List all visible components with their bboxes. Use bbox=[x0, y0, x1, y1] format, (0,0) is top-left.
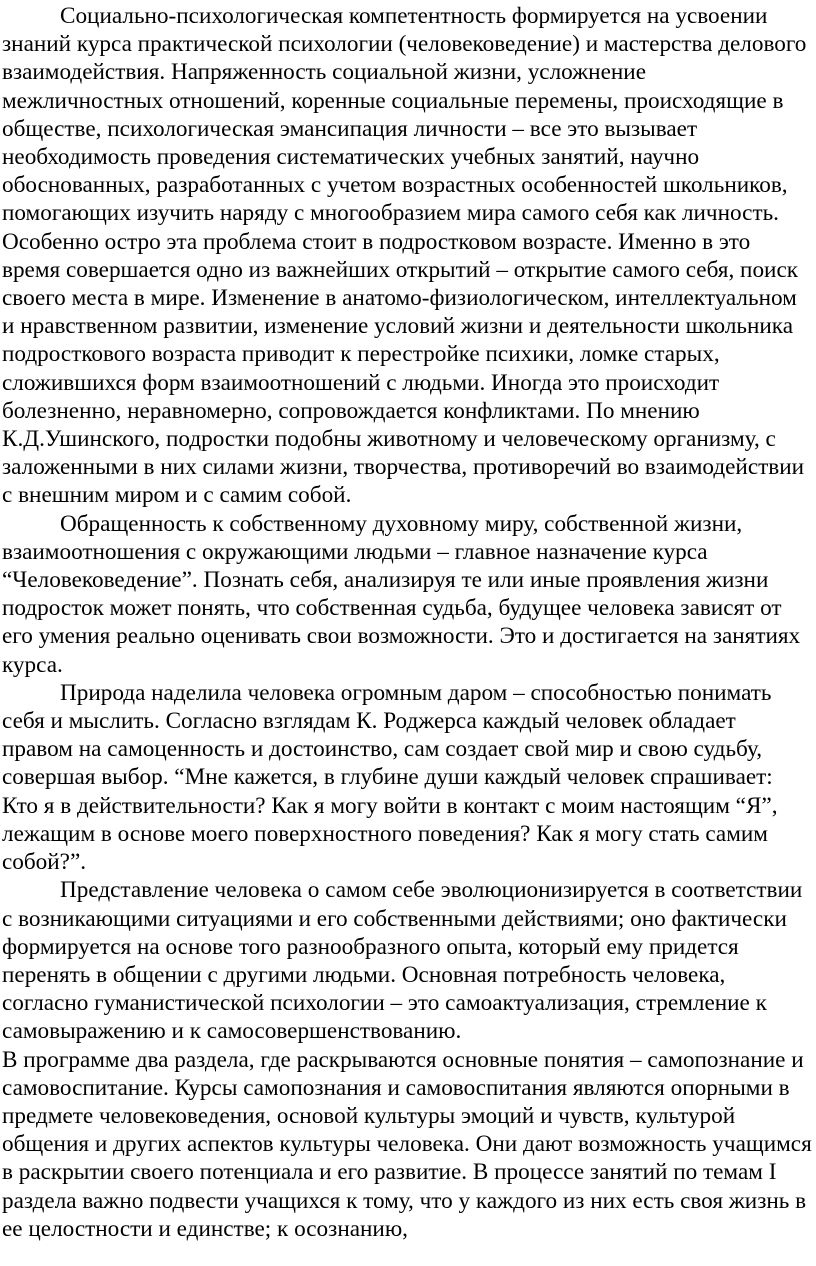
paragraph-5: В программе два раздела, где раскрываются основные понятия – самопознание и самовоспитание. Курсы самопознания и самовоспитания являются опорными в предмете человековедения, основой культуры эмоций и чувств, культурой общения и других аспектов культуры человека. Они дают возможность учащимся в раскрытии своего потенциала и его развитие. В процессе занятий по темам I раздела важно подвести учащихся к тому, что у каждого из них есть своя жизнь в ее целостности и единстве; к осознанию, bbox=[2, 1046, 812, 1242]
paragraph-4: Представление человека о самом себе эволюционизируется в соответствии с возникающими ситуациями и его собственными действиями; оно фактически формируется на основе того разнообразного опыта, который ему придется перенять в общении с другими людьми. Основная потребность человека, согласно гуманистической психологии – это самоактуализация, стремление к самовыражению и к самосовершенствованию. bbox=[2, 877, 803, 1045]
paragraph-1: Социально-психологическая компетентность формируется на усвоении знаний курса практической психологии (человековедение) и мастерства делового взаимодействия. Напряженность социальной жизни, усложнение межличностных отношений, коренные социальные перемены, происходящие в обществе, психологическая эмансипация личности – все это вызывает необходимость проведения систематических учебных занятий, научно обоснованных, разработанных с учетом возрастных особенностей школьников, помогающих изучить наряду с многообразием мира самого себя как личность. Особенно остро эта проблема стоит в подростковом возрасте. Именно в это время совершается одно из важнейших открытий – открытие самого себя, поиск своего места в мире. Изменение в анатомо-физиологическом, интеллектуальном и нравственном развитии, изменение условий жизни и деятельности школьника подросткового возраста приводит к перестройке психики, ломке старых, сложившихся форм взаимоотношений с людьми. Иногда это происходит болезненно, неравномерно, сопровождается конфликтами. По мнению К.Д.Ушинского, подростки подобны животному и человеческому организму, с заложенными в них силами жизни, творчества, противоречий во взаимодействии с внешним миром и с самим собой. bbox=[2, 3, 807, 509]
paragraph-3: Природа наделила человека огромным даром – способностью понимать себя и мыслить. Согласно взглядам К. Роджерса каждый человек обладает правом на самоценность и достоинство, сам создает свой мир и свою судьбу, совершая выбор. “Мне кажется, в глубине души каждый человек спрашивает: Кто я в действительности? Как я могу войти в контакт с моим настоящим “Я”, лежащим в основе моего поверхностного поведения? Как я могу стать самим собой?”. bbox=[2, 679, 778, 876]
paragraph-2: Обращенность к собственному духовному миру, собственной жизни, взаимоотношения с окружающими людьми – главное назначение курса “Человековедение”. Познать себя, анализируя те или иные проявления жизни подросток может понять, что собственная судьба, будущее человека зависят от его умения реально оценивать свои возможности. Это и достигается на занятиях курса. bbox=[2, 510, 801, 678]
